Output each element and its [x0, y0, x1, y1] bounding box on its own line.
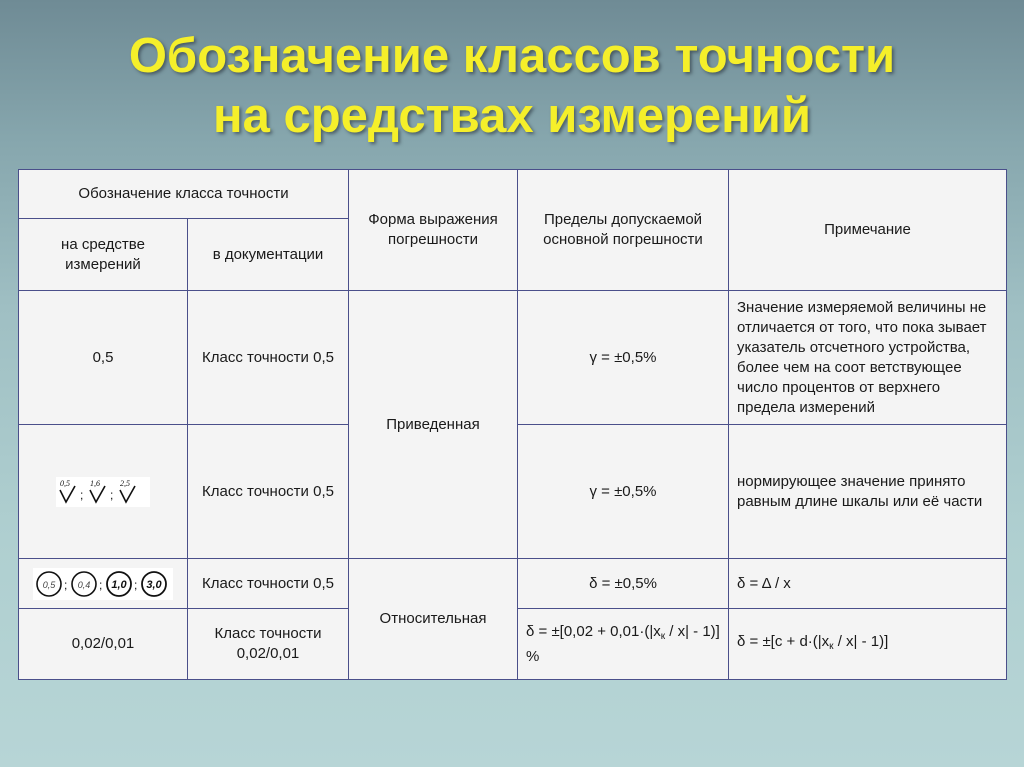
documentation-cell: Класс точности 0,02/0,01: [188, 609, 349, 680]
title-line-2: на средствах измерений: [213, 89, 811, 143]
header-designation: Обозначение класса точности: [19, 170, 349, 219]
note-cell: нормирующее значение принято равным длине шкалы или её части: [729, 425, 1007, 559]
instrument-cell: 0,5: [19, 291, 188, 425]
accuracy-class-table: [18, 169, 1007, 680]
limit-cell: γ = ±0,5%: [518, 425, 729, 559]
note-cell: δ = Δ / x: [729, 559, 1007, 609]
instrument-cell: 0,02/0,01: [19, 609, 188, 680]
table-row: [19, 559, 1007, 609]
header-in-documentation: в документации: [188, 219, 349, 291]
svg-text:1,6: 1,6: [90, 478, 100, 488]
header-on-instrument: на средстве измерений: [19, 219, 188, 291]
limit-cell: δ = ±0,5%: [518, 559, 729, 609]
title-line-1: Обозначение классов точности: [128, 29, 896, 83]
limit-formula-cell: $\delta = \pm[0,02 + 0,01\cdot(|x_к / x| - 1)]$ %: [518, 609, 729, 680]
circled-symbols-image: [33, 568, 173, 600]
svg-text:0,5: 0,5: [60, 478, 70, 488]
svg-text:;: ;: [80, 487, 84, 502]
table-row: [19, 291, 1007, 425]
svg-text:3,0: 3,0: [146, 578, 162, 591]
svg-text:0,4: 0,4: [77, 579, 91, 590]
limit-cell: γ = ±0,5%: [518, 291, 729, 425]
note-formula-cell: $\delta = \pm[c + d\cdot(|x_к / x| - 1)]$: [729, 609, 1007, 680]
svg-text:2,5: 2,5: [120, 478, 130, 488]
svg-text:;: ;: [134, 577, 138, 592]
svg-text:;: ;: [99, 577, 103, 592]
svg-text:1,0: 1,0: [111, 578, 127, 591]
note-cell: Значение измеряемой величины не отличается от того, что пока зывает указатель отсчетного устройства, более чем на соот ветствующее число процентов от верхнего предела измерений: [729, 291, 1007, 425]
svg-text:;: ;: [110, 487, 114, 502]
documentation-cell: Класс точности 0,5: [188, 291, 349, 425]
header-limits: Пределы допускаемой основной погрешности: [518, 170, 729, 291]
slide-title: [0, 26, 1024, 146]
form-cell-relative: Относительная: [349, 559, 518, 680]
instrument-symbol-cell: [19, 425, 188, 559]
documentation-cell: Класс точности 0,5: [188, 425, 349, 559]
svg-text:;: ;: [64, 577, 68, 592]
header-note: Примечание: [729, 170, 1007, 291]
documentation-cell: Класс точности 0,5: [188, 559, 349, 609]
check-mark-symbols-image: [56, 477, 150, 507]
header-error-form: Форма выражения погрешности: [349, 170, 518, 291]
form-cell-reduced: Приведенная: [349, 291, 518, 559]
svg-text:0,5: 0,5: [42, 579, 56, 590]
instrument-symbol-cell: [19, 559, 188, 609]
